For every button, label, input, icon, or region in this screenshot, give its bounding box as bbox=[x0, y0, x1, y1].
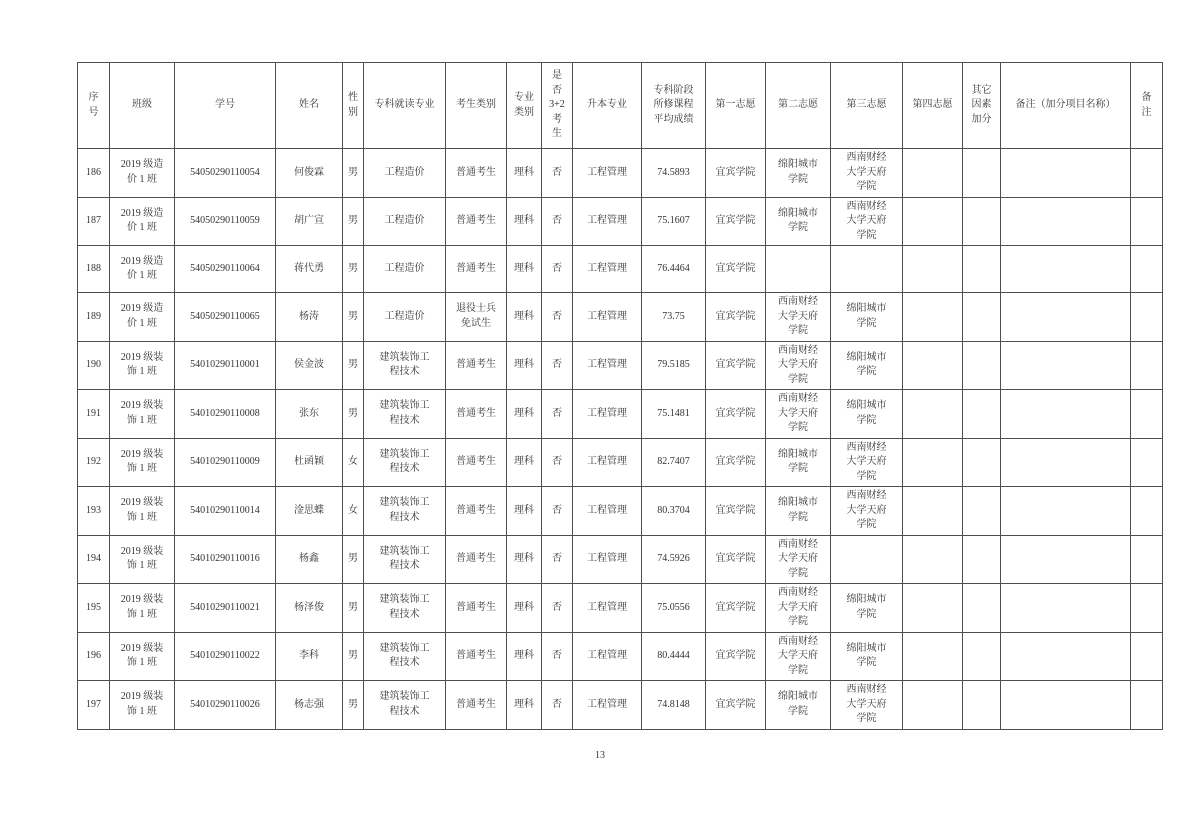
cell-student-id: 54010290110008 bbox=[175, 390, 276, 439]
cell-candidate-type: 普通考生 bbox=[446, 246, 507, 293]
cell-bonus bbox=[963, 584, 1001, 633]
cell-college-major: 工程造价 bbox=[364, 293, 446, 342]
cell-is-3plus2: 否 bbox=[542, 438, 573, 487]
cell-gender: 男 bbox=[343, 293, 364, 342]
cell-subject-type: 理科 bbox=[507, 584, 542, 633]
cell-choice1: 宜宾学院 bbox=[706, 149, 766, 198]
cell-name: 杨涛 bbox=[276, 293, 343, 342]
cell-bonus-note bbox=[1001, 390, 1131, 439]
cell-gender: 男 bbox=[343, 341, 364, 390]
cell-bonus-note bbox=[1001, 584, 1131, 633]
cell-choice4 bbox=[903, 341, 963, 390]
cell-target-major: 工程管理 bbox=[573, 681, 642, 730]
cell-seq: 191 bbox=[78, 390, 110, 439]
cell-college-major: 建筑装饰工程技术 bbox=[364, 584, 446, 633]
cell-target-major: 工程管理 bbox=[573, 390, 642, 439]
cell-avg-score: 74.5926 bbox=[642, 535, 706, 584]
cell-is-3plus2: 否 bbox=[542, 149, 573, 198]
cell-college-major: 建筑装饰工程技术 bbox=[364, 390, 446, 439]
cell-subject-type: 理科 bbox=[507, 341, 542, 390]
column-header-18: 备注 bbox=[1131, 63, 1163, 149]
cell-choice4 bbox=[903, 149, 963, 198]
page-number: 13 bbox=[595, 750, 605, 761]
cell-bonus-note bbox=[1001, 293, 1131, 342]
cell-candidate-type: 普通考生 bbox=[446, 197, 507, 246]
cell-subject-type: 理科 bbox=[507, 390, 542, 439]
cell-college-major: 工程造价 bbox=[364, 149, 446, 198]
cell-choice4 bbox=[903, 584, 963, 633]
cell-choice4 bbox=[903, 246, 963, 293]
cell-seq: 192 bbox=[78, 438, 110, 487]
cell-subject-type: 理科 bbox=[507, 487, 542, 536]
cell-name: 李科 bbox=[276, 632, 343, 681]
cell-name: 胡广宣 bbox=[276, 197, 343, 246]
column-header-13: 第二志愿 bbox=[766, 63, 831, 149]
cell-gender: 男 bbox=[343, 149, 364, 198]
cell-choice3: 西南财经大学天府学院 bbox=[831, 149, 903, 198]
cell-candidate-type: 普通考生 bbox=[446, 487, 507, 536]
cell-seq: 196 bbox=[78, 632, 110, 681]
cell-college-major: 工程造价 bbox=[364, 246, 446, 293]
cell-choice1: 宜宾学院 bbox=[706, 438, 766, 487]
cell-choice3 bbox=[831, 535, 903, 584]
cell-name: 张东 bbox=[276, 390, 343, 439]
cell-subject-type: 理科 bbox=[507, 535, 542, 584]
cell-choice4 bbox=[903, 390, 963, 439]
cell-seq: 187 bbox=[78, 197, 110, 246]
cell-bonus bbox=[963, 632, 1001, 681]
cell-seq: 193 bbox=[78, 487, 110, 536]
cell-choice2: 西南财经大学天府学院 bbox=[766, 632, 831, 681]
cell-is-3plus2: 否 bbox=[542, 390, 573, 439]
cell-choice1: 宜宾学院 bbox=[706, 681, 766, 730]
cell-candidate-type: 普通考生 bbox=[446, 535, 507, 584]
cell-choice4 bbox=[903, 681, 963, 730]
cell-gender: 男 bbox=[343, 584, 364, 633]
cell-avg-score: 74.5893 bbox=[642, 149, 706, 198]
column-header-4: 姓名 bbox=[276, 63, 343, 149]
column-header-6: 专科就读专业 bbox=[364, 63, 446, 149]
table-row bbox=[78, 438, 1163, 487]
cell-choice2: 西南财经大学天府学院 bbox=[766, 535, 831, 584]
cell-choice4 bbox=[903, 535, 963, 584]
cell-choice2: 西南财经大学天府学院 bbox=[766, 584, 831, 633]
cell-choice2: 绵阳城市学院 bbox=[766, 681, 831, 730]
cell-name: 何俊霖 bbox=[276, 149, 343, 198]
table-row bbox=[78, 246, 1163, 293]
cell-target-major: 工程管理 bbox=[573, 438, 642, 487]
table-row bbox=[78, 293, 1163, 342]
cell-seq: 186 bbox=[78, 149, 110, 198]
column-header-15: 第四志愿 bbox=[903, 63, 963, 149]
cell-college-major: 建筑装饰工程技术 bbox=[364, 632, 446, 681]
cell-student-id: 54050290110065 bbox=[175, 293, 276, 342]
column-header-14: 第三志愿 bbox=[831, 63, 903, 149]
cell-gender: 男 bbox=[343, 632, 364, 681]
cell-choice2: 西南财经大学天府学院 bbox=[766, 390, 831, 439]
table-row bbox=[78, 487, 1163, 536]
cell-college-major: 建筑装饰工程技术 bbox=[364, 438, 446, 487]
cell-is-3plus2: 否 bbox=[542, 632, 573, 681]
cell-bonus bbox=[963, 390, 1001, 439]
cell-target-major: 工程管理 bbox=[573, 487, 642, 536]
column-header-9: 是否3+2考生 bbox=[542, 63, 573, 149]
cell-bonus bbox=[963, 438, 1001, 487]
cell-note bbox=[1131, 438, 1163, 487]
cell-note bbox=[1131, 584, 1163, 633]
cell-student-id: 54050290110054 bbox=[175, 149, 276, 198]
cell-student-id: 54010290110009 bbox=[175, 438, 276, 487]
table-row bbox=[78, 341, 1163, 390]
cell-choice3: 绵阳城市学院 bbox=[831, 293, 903, 342]
cell-choice4 bbox=[903, 487, 963, 536]
student-table bbox=[77, 62, 1163, 730]
cell-gender: 男 bbox=[343, 681, 364, 730]
cell-student-id: 54010290110016 bbox=[175, 535, 276, 584]
cell-bonus-note bbox=[1001, 535, 1131, 584]
cell-is-3plus2: 否 bbox=[542, 293, 573, 342]
column-header-7: 考生类别 bbox=[446, 63, 507, 149]
cell-note bbox=[1131, 535, 1163, 584]
cell-subject-type: 理科 bbox=[507, 681, 542, 730]
cell-gender: 男 bbox=[343, 390, 364, 439]
table-row bbox=[78, 390, 1163, 439]
cell-note bbox=[1131, 293, 1163, 342]
cell-choice2: 绵阳城市学院 bbox=[766, 197, 831, 246]
cell-college-major: 建筑装饰工程技术 bbox=[364, 487, 446, 536]
cell-college-major: 建筑装饰工程技术 bbox=[364, 535, 446, 584]
cell-choice1: 宜宾学院 bbox=[706, 197, 766, 246]
cell-choice1: 宜宾学院 bbox=[706, 584, 766, 633]
cell-candidate-type: 普通考生 bbox=[446, 341, 507, 390]
cell-choice2: 绵阳城市学院 bbox=[766, 149, 831, 198]
cell-gender: 男 bbox=[343, 246, 364, 293]
cell-choice2: 绵阳城市学院 bbox=[766, 438, 831, 487]
cell-class-name: 2019 级造价 1 班 bbox=[110, 293, 175, 342]
cell-choice3: 绵阳城市学院 bbox=[831, 632, 903, 681]
cell-class-name: 2019 级造价 1 班 bbox=[110, 149, 175, 198]
cell-subject-type: 理科 bbox=[507, 293, 542, 342]
column-header-5: 性别 bbox=[343, 63, 364, 149]
column-header-12: 第一志愿 bbox=[706, 63, 766, 149]
cell-is-3plus2: 否 bbox=[542, 535, 573, 584]
cell-target-major: 工程管理 bbox=[573, 632, 642, 681]
cell-choice3: 西南财经大学天府学院 bbox=[831, 487, 903, 536]
table-row bbox=[78, 632, 1163, 681]
cell-avg-score: 75.0556 bbox=[642, 584, 706, 633]
cell-choice2: 西南财经大学天府学院 bbox=[766, 293, 831, 342]
cell-name: 杨泽俊 bbox=[276, 584, 343, 633]
cell-student-id: 54010290110026 bbox=[175, 681, 276, 730]
table-header-row bbox=[78, 63, 1163, 149]
cell-name: 杜函颖 bbox=[276, 438, 343, 487]
cell-avg-score: 82.7407 bbox=[642, 438, 706, 487]
cell-student-id: 54010290110021 bbox=[175, 584, 276, 633]
cell-avg-score: 75.1481 bbox=[642, 390, 706, 439]
cell-student-id: 54010290110001 bbox=[175, 341, 276, 390]
cell-avg-score: 76.4464 bbox=[642, 246, 706, 293]
cell-candidate-type: 普通考生 bbox=[446, 149, 507, 198]
cell-target-major: 工程管理 bbox=[573, 584, 642, 633]
cell-bonus-note bbox=[1001, 197, 1131, 246]
cell-subject-type: 理科 bbox=[507, 632, 542, 681]
cell-is-3plus2: 否 bbox=[542, 246, 573, 293]
cell-name: 蒋代勇 bbox=[276, 246, 343, 293]
cell-note bbox=[1131, 632, 1163, 681]
cell-choice1: 宜宾学院 bbox=[706, 246, 766, 293]
cell-choice1: 宜宾学院 bbox=[706, 341, 766, 390]
cell-seq: 188 bbox=[78, 246, 110, 293]
cell-bonus-note bbox=[1001, 487, 1131, 536]
cell-seq: 197 bbox=[78, 681, 110, 730]
cell-bonus-note bbox=[1001, 246, 1131, 293]
cell-bonus bbox=[963, 487, 1001, 536]
cell-bonus bbox=[963, 149, 1001, 198]
column-header-10: 升本专业 bbox=[573, 63, 642, 149]
cell-bonus-note bbox=[1001, 632, 1131, 681]
column-header-11: 专科阶段所修课程平均成绩 bbox=[642, 63, 706, 149]
cell-gender: 女 bbox=[343, 487, 364, 536]
cell-subject-type: 理科 bbox=[507, 149, 542, 198]
cell-note bbox=[1131, 681, 1163, 730]
cell-choice3: 西南财经大学天府学院 bbox=[831, 438, 903, 487]
cell-target-major: 工程管理 bbox=[573, 535, 642, 584]
cell-choice3: 西南财经大学天府学院 bbox=[831, 681, 903, 730]
cell-choice4 bbox=[903, 438, 963, 487]
cell-bonus bbox=[963, 535, 1001, 584]
cell-gender: 男 bbox=[343, 535, 364, 584]
cell-choice1: 宜宾学院 bbox=[706, 390, 766, 439]
column-header-17: 备注（加分项目名称） bbox=[1001, 63, 1131, 149]
cell-class-name: 2019 级装饰 1 班 bbox=[110, 584, 175, 633]
cell-target-major: 工程管理 bbox=[573, 341, 642, 390]
cell-choice2: 西南财经大学天府学院 bbox=[766, 341, 831, 390]
cell-note bbox=[1131, 246, 1163, 293]
cell-candidate-type: 普通考生 bbox=[446, 390, 507, 439]
column-header-2: 班级 bbox=[110, 63, 175, 149]
cell-target-major: 工程管理 bbox=[573, 246, 642, 293]
cell-note bbox=[1131, 149, 1163, 198]
cell-bonus bbox=[963, 341, 1001, 390]
cell-is-3plus2: 否 bbox=[542, 584, 573, 633]
cell-is-3plus2: 否 bbox=[542, 341, 573, 390]
cell-is-3plus2: 否 bbox=[542, 487, 573, 536]
table-sheet bbox=[77, 62, 1162, 730]
cell-class-name: 2019 级装饰 1 班 bbox=[110, 487, 175, 536]
cell-bonus bbox=[963, 293, 1001, 342]
cell-class-name: 2019 级装饰 1 班 bbox=[110, 341, 175, 390]
cell-college-major: 建筑装饰工程技术 bbox=[364, 341, 446, 390]
cell-choice3: 西南财经大学天府学院 bbox=[831, 197, 903, 246]
cell-student-id: 54050290110059 bbox=[175, 197, 276, 246]
cell-choice3: 绵阳城市学院 bbox=[831, 390, 903, 439]
cell-note bbox=[1131, 390, 1163, 439]
cell-avg-score: 79.5185 bbox=[642, 341, 706, 390]
cell-target-major: 工程管理 bbox=[573, 149, 642, 198]
cell-subject-type: 理科 bbox=[507, 246, 542, 293]
cell-class-name: 2019 级装饰 1 班 bbox=[110, 535, 175, 584]
cell-gender: 女 bbox=[343, 438, 364, 487]
cell-seq: 189 bbox=[78, 293, 110, 342]
column-header-1: 序号 bbox=[78, 63, 110, 149]
cell-name: 淦思蝶 bbox=[276, 487, 343, 536]
cell-class-name: 2019 级装饰 1 班 bbox=[110, 390, 175, 439]
cell-candidate-type: 退役士兵免试生 bbox=[446, 293, 507, 342]
cell-gender: 男 bbox=[343, 197, 364, 246]
cell-bonus-note bbox=[1001, 681, 1131, 730]
cell-college-major: 建筑装饰工程技术 bbox=[364, 681, 446, 730]
cell-bonus-note bbox=[1001, 149, 1131, 198]
column-header-3: 学号 bbox=[175, 63, 276, 149]
cell-name: 杨鑫 bbox=[276, 535, 343, 584]
cell-target-major: 工程管理 bbox=[573, 197, 642, 246]
cell-student-id: 54050290110064 bbox=[175, 246, 276, 293]
cell-note bbox=[1131, 341, 1163, 390]
cell-bonus-note bbox=[1001, 341, 1131, 390]
table-row bbox=[78, 149, 1163, 198]
cell-candidate-type: 普通考生 bbox=[446, 584, 507, 633]
cell-choice3: 绵阳城市学院 bbox=[831, 341, 903, 390]
cell-choice2: 绵阳城市学院 bbox=[766, 487, 831, 536]
cell-bonus bbox=[963, 246, 1001, 293]
cell-avg-score: 74.8148 bbox=[642, 681, 706, 730]
table-row bbox=[78, 197, 1163, 246]
cell-bonus bbox=[963, 681, 1001, 730]
cell-class-name: 2019 级装饰 1 班 bbox=[110, 681, 175, 730]
cell-college-major: 工程造价 bbox=[364, 197, 446, 246]
cell-choice3: 绵阳城市学院 bbox=[831, 584, 903, 633]
cell-class-name: 2019 级装饰 1 班 bbox=[110, 632, 175, 681]
cell-choice3 bbox=[831, 246, 903, 293]
cell-bonus-note bbox=[1001, 438, 1131, 487]
cell-class-name: 2019 级造价 1 班 bbox=[110, 197, 175, 246]
cell-subject-type: 理科 bbox=[507, 438, 542, 487]
cell-choice1: 宜宾学院 bbox=[706, 632, 766, 681]
cell-avg-score: 80.3704 bbox=[642, 487, 706, 536]
cell-note bbox=[1131, 197, 1163, 246]
cell-choice1: 宜宾学院 bbox=[706, 487, 766, 536]
cell-note bbox=[1131, 487, 1163, 536]
cell-class-name: 2019 级装饰 1 班 bbox=[110, 438, 175, 487]
cell-avg-score: 80.4444 bbox=[642, 632, 706, 681]
table-row bbox=[78, 584, 1163, 633]
table-body bbox=[78, 149, 1163, 730]
cell-choice4 bbox=[903, 293, 963, 342]
cell-target-major: 工程管理 bbox=[573, 293, 642, 342]
cell-choice4 bbox=[903, 197, 963, 246]
cell-class-name: 2019 级造价 1 班 bbox=[110, 246, 175, 293]
cell-choice1: 宜宾学院 bbox=[706, 293, 766, 342]
cell-subject-type: 理科 bbox=[507, 197, 542, 246]
cell-seq: 194 bbox=[78, 535, 110, 584]
cell-avg-score: 73.75 bbox=[642, 293, 706, 342]
column-header-16: 其它因素加分 bbox=[963, 63, 1001, 149]
cell-student-id: 54010290110022 bbox=[175, 632, 276, 681]
cell-is-3plus2: 否 bbox=[542, 197, 573, 246]
table-row bbox=[78, 681, 1163, 730]
cell-bonus bbox=[963, 197, 1001, 246]
table-row bbox=[78, 535, 1163, 584]
cell-is-3plus2: 否 bbox=[542, 681, 573, 730]
cell-avg-score: 75.1607 bbox=[642, 197, 706, 246]
cell-name: 侯金波 bbox=[276, 341, 343, 390]
cell-seq: 195 bbox=[78, 584, 110, 633]
cell-choice2 bbox=[766, 246, 831, 293]
cell-choice1: 宜宾学院 bbox=[706, 535, 766, 584]
column-header-8: 专业类别 bbox=[507, 63, 542, 149]
cell-student-id: 54010290110014 bbox=[175, 487, 276, 536]
cell-candidate-type: 普通考生 bbox=[446, 438, 507, 487]
cell-name: 杨志强 bbox=[276, 681, 343, 730]
cell-candidate-type: 普通考生 bbox=[446, 681, 507, 730]
cell-candidate-type: 普通考生 bbox=[446, 632, 507, 681]
cell-seq: 190 bbox=[78, 341, 110, 390]
cell-choice4 bbox=[903, 632, 963, 681]
